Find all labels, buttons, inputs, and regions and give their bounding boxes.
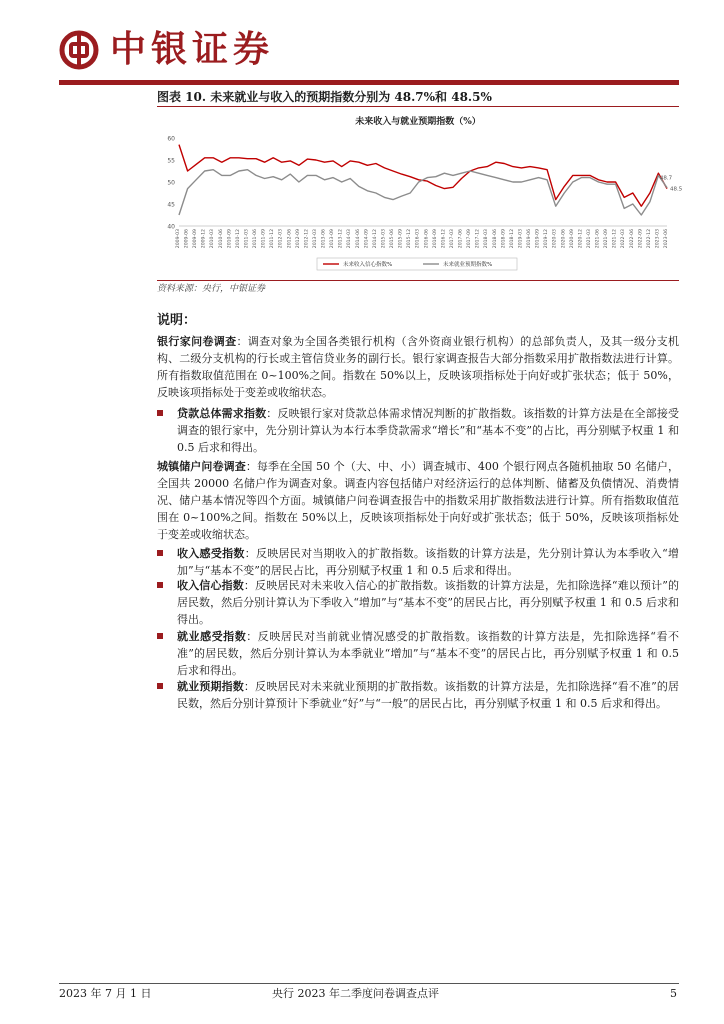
bullet-square-icon [157, 550, 163, 556]
x-tick-label: 2021-12 [612, 229, 618, 249]
page-header [0, 0, 724, 82]
footer-rule [59, 983, 679, 984]
y-tick-label: 50 [167, 179, 175, 187]
household-survey-paragraph [157, 458, 679, 543]
x-tick-label: 2010-12 [235, 229, 241, 249]
x-tick-label: 2013-06 [321, 229, 327, 249]
x-tick-label: 2019-09 [535, 229, 541, 249]
bullet-heading: 收入信心指数 [177, 579, 244, 592]
x-tick-label: 2010-06 [218, 229, 224, 249]
x-tick-label: 2014-06 [355, 229, 361, 249]
figure-bottom-rule [157, 280, 679, 281]
x-tick-label: 2022-09 [638, 229, 644, 249]
bullet-income-confidence [157, 577, 679, 628]
y-tick-label: 60 [167, 135, 175, 143]
x-tick-label: 2021-06 [595, 229, 601, 249]
loan-demand-bullet [157, 405, 679, 456]
bank-survey-text: ：调查对象为全国各类银行机构（含外资商业银行机构）的总部负责人，及其一级分支机构、二级分支机构的行长或主管信贷业务的副行长。银行家调查报告大部分指数采用扩散指数法进行计算。所有指数取值范围在 0~100%之间。指数在 50%以上，反映该项指标处于向好或扩张状态；低于 50%，反映该项指标处于变差或收缩状态。 [157, 335, 680, 399]
figure-top-rule [157, 106, 679, 107]
income-confidence-line [179, 145, 667, 207]
x-tick-label: 2011-09 [261, 229, 267, 249]
x-tick-label: 2013-09 [330, 229, 336, 249]
x-tick-label: 2012-09 [295, 229, 301, 249]
y-tick-label: 45 [167, 201, 175, 209]
bullet-square-icon [157, 633, 163, 639]
chart-svg [157, 108, 683, 280]
x-tick-label: 2022-03 [621, 229, 627, 249]
employment-end-label: 48.7 [659, 175, 673, 182]
x-tick-label: 2010-09 [227, 229, 233, 249]
x-tick-label: 2013-12 [338, 229, 344, 249]
x-tick-label: 2009-09 [193, 229, 199, 249]
bullet-heading: 贷款总体需求指数 [177, 407, 267, 420]
bullet-text: ：反映居民对未来就业预期的扩散指数。该指数的计算方法是，先扣除选择“看不准”的居民数，然后分别计算预计下季就业“好”与“一般”的居民占比，再分别赋予权重 1 和 0.5 后求和得出。 [177, 680, 680, 710]
x-tick-label: 2016-03 [415, 229, 421, 249]
x-tick-label: 2012-03 [278, 229, 284, 249]
bullet-text: ：反映居民对当期收入的扩散指数。该指数的计算方法是，先分别计算认为本季收入“增加”与“基本不变”的居民占比，再分别赋予权重 1 和 0.5 后求和得出。 [177, 547, 679, 577]
line-chart [157, 108, 683, 280]
x-tick-label: 2023-03 [655, 229, 661, 249]
x-tick-label: 2018-06 [492, 229, 498, 249]
page-number: 5 [670, 987, 677, 1000]
bullet-text: ：反映居民对未来收入信心的扩散指数。该指数的计算方法是，先扣除选择“难以预计”的居民数，然后分别计算认为下季收入“增加”与“基本不变”的居民占比，再分别赋予权重 1 和 0.5 后求和得出。 [177, 579, 680, 626]
household-survey-heading: 城镇储户问卷调查 [157, 460, 246, 473]
employment-expectation-line [179, 170, 667, 215]
x-tick-label: 2022-06 [629, 229, 635, 249]
x-tick-label: 2020-09 [569, 229, 575, 249]
x-tick-label: 2009-06 [184, 229, 190, 249]
x-tick-label: 2015-03 [381, 229, 387, 249]
x-tick-label: 2009-12 [201, 229, 207, 249]
footer-date: 2023 年 7 月 1 日 [59, 987, 152, 1000]
x-tick-label: 2016-09 [432, 229, 438, 249]
bullet-heading: 收入感受指数 [177, 547, 245, 560]
bullet-income-perception [157, 545, 679, 579]
chart-title: 未来收入与就业预期指数（%） [355, 117, 481, 127]
y-tick-label: 55 [167, 157, 175, 165]
figure-source: 资料来源：央行，中银证券 [157, 284, 266, 294]
bullet-heading: 就业预期指数 [177, 680, 244, 693]
bullet-employment-expectation [157, 678, 679, 712]
footer-doc-title: 央行 2023 年二季度问卷调查点评 [272, 987, 439, 1000]
figure-title: 图表 10. 未来就业与收入的预期指数分别为 48.7%和 48.5% [157, 90, 492, 104]
bullet-square-icon [157, 582, 163, 588]
income-end-label: 48.5 [670, 186, 683, 193]
header-rule [59, 80, 679, 85]
x-tick-label: 2023-06 [664, 229, 669, 249]
x-tick-label: 2010-03 [210, 229, 216, 249]
x-tick-label: 2021-09 [604, 229, 610, 249]
bullet-heading: 就业感受指数 [177, 630, 247, 643]
x-tick-label: 2019-03 [518, 229, 524, 249]
bank-of-china-logo-icon [59, 30, 99, 70]
x-tick-label: 2011-03 [244, 229, 250, 249]
legend-label: 未来就业预期指数% [443, 262, 493, 268]
x-tick-label: 2019-12 [544, 229, 550, 249]
x-tick-label: 2020-12 [578, 229, 584, 249]
bullet-text: ：反映居民对当前就业情况感受的扩散指数。该指数的计算方法是，先扣除选择“看不准”的居民数，然后分别计算认为本季就业“增加”与“基本不变”的居民占比，再分别赋予权重 1 和 0.5 后求和得出。 [177, 630, 679, 677]
x-tick-label: 2014-03 [347, 229, 353, 249]
x-tick-label: 2013-03 [312, 229, 318, 249]
x-tick-label: 2022-12 [646, 229, 652, 249]
x-tick-label: 2020-03 [552, 229, 558, 249]
brand-name: 中银证券 [110, 29, 275, 70]
x-tick-label: 2012-12 [304, 229, 310, 249]
bullet-square-icon [157, 683, 163, 689]
x-tick-label: 2017-12 [475, 229, 481, 249]
notes-title: 说明： [157, 313, 197, 328]
x-tick-label: 2015-12 [407, 229, 413, 249]
y-tick-label: 40 [167, 223, 175, 231]
bullet-text: ：反映银行家对贷款总体需求情况判断的扩散指数。该指数的计算方法是在全部接受调查的银行家中，先分别计算认为本行本季贷款需求“增长”和“基本不变”的占比，再分别赋予权重 1 和 0.5 后求和得出。 [177, 407, 680, 454]
bank-survey-heading: 银行家问卷调查 [157, 335, 237, 348]
x-tick-label: 2018-12 [509, 229, 515, 249]
x-tick-label: 2011-06 [253, 229, 259, 249]
x-tick-label: 2014-12 [372, 229, 378, 249]
x-tick-label: 2016-12 [441, 229, 447, 249]
x-tick-label: 2014-09 [364, 229, 370, 249]
bullet-employment-perception [157, 628, 679, 679]
x-tick-label: 2018-09 [501, 229, 507, 249]
x-tick-label: 2011-12 [270, 229, 276, 249]
bank-survey-paragraph [157, 333, 679, 401]
x-tick-label: 2018-03 [484, 229, 490, 249]
x-tick-label: 2009-03 [176, 229, 181, 249]
x-tick-label: 2021-03 [586, 229, 592, 249]
legend-label: 未来收入信心指数% [343, 262, 393, 268]
x-tick-label: 2012-06 [287, 229, 293, 249]
x-tick-label: 2015-06 [390, 229, 396, 249]
x-tick-label: 2019-06 [527, 229, 533, 249]
bullet-square-icon [157, 410, 163, 416]
x-tick-label: 2020-06 [561, 229, 567, 249]
x-tick-label: 2017-03 [449, 229, 455, 249]
x-tick-label: 2016-06 [424, 229, 430, 249]
x-tick-label: 2017-06 [458, 229, 464, 249]
x-tick-label: 2015-09 [398, 229, 404, 249]
x-tick-label: 2017-09 [467, 229, 473, 249]
household-survey-text: ：每季在全国 50 个（大、中、小）调查城市、400 个银行网点各随机抽取 50 名储户，全国共 20000 名储户作为调查对象。调查内容包括储户对经济运行的总体判断、储蓄及负债情况、消费情况、储户基本情况等四个方面。城镇储户问卷调查报告中的指数采用扩散指数法进行计算。所有指数取值范围在 0~100%之间。指数在 50%以上，反映该项指标处于向好或扩张状态；低于 50%，反映该项指标处于变差或收缩状态。 [157, 460, 679, 541]
